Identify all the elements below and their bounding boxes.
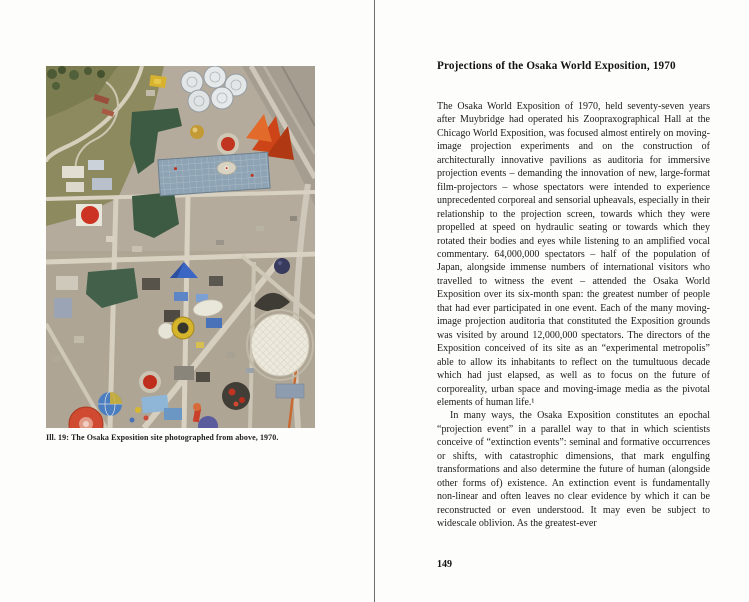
chapter-heading: Projections of the Osaka World Exposition, 1970: [437, 60, 676, 72]
illustration-caption: Ill. 19: The Osaka Exposition site photographed from above, 1970.: [46, 433, 279, 442]
body-paragraph: In many ways, the Osaka Exposition constitutes an epochal “projection event” in a parallel way to that in which scientists conceive of “extinction events”: seminal and formative occurrences or shifts, with catastrophic dimensions, that mark engulfing transformations and also determine the future of human (alongside other forms of) existence. An extinction event is fundamentally non-linear and often leaves no clear evidence by which it can be reconstructed or even understood. It may even be subject to widescale oblivion. As the greatest-ever: [437, 410, 710, 530]
festival-plaza-roof: [158, 152, 270, 196]
body-text-column: [437, 100, 710, 531]
body-paragraph: The Osaka World Exposition of 1970, held seventy-seven years after Muybridge had operated his Zoopraxographical Hall at the Chicago World Exposition, was focused almost entirely on moving-image projection experiments and on the construction of architecturally innovative pavilions as auditoria for immersive projection events – demanding the innovation of new, large-format film-projectors – whose spectators were intended to experience unprecedented corporeal and sensorial upheavals, especially in their relationship to the projection screen, towards which they were propelled at speed on hydraulic seating or towards which they rotated their bodies and eyes while listening to an amplified vocal commentary. 64,000,000 spectators – half of the population of Japan, alongside immense numbers of international visitors who travelled to witness the event – attended the Osaka World Exposition over its six-month span: the greatest number of people that had ever participated in one event. Each of the many moving-image projection auditoria that constituted the Exposition grounds was visited by around 12,000,000 spectators. The directors of the Exposition conceived of its site as an “experimental metropolis” able to allow its inhabitants to reflect on the tumultuous decade which had just elapsed, as well as to focus on the future of corporeality, urban space and moving-image media as the pivotal elements of human life.¹: [437, 101, 710, 408]
page-number: 149: [437, 559, 452, 570]
page-gutter-line: [374, 0, 375, 602]
expo-aerial-photograph: [46, 66, 315, 428]
